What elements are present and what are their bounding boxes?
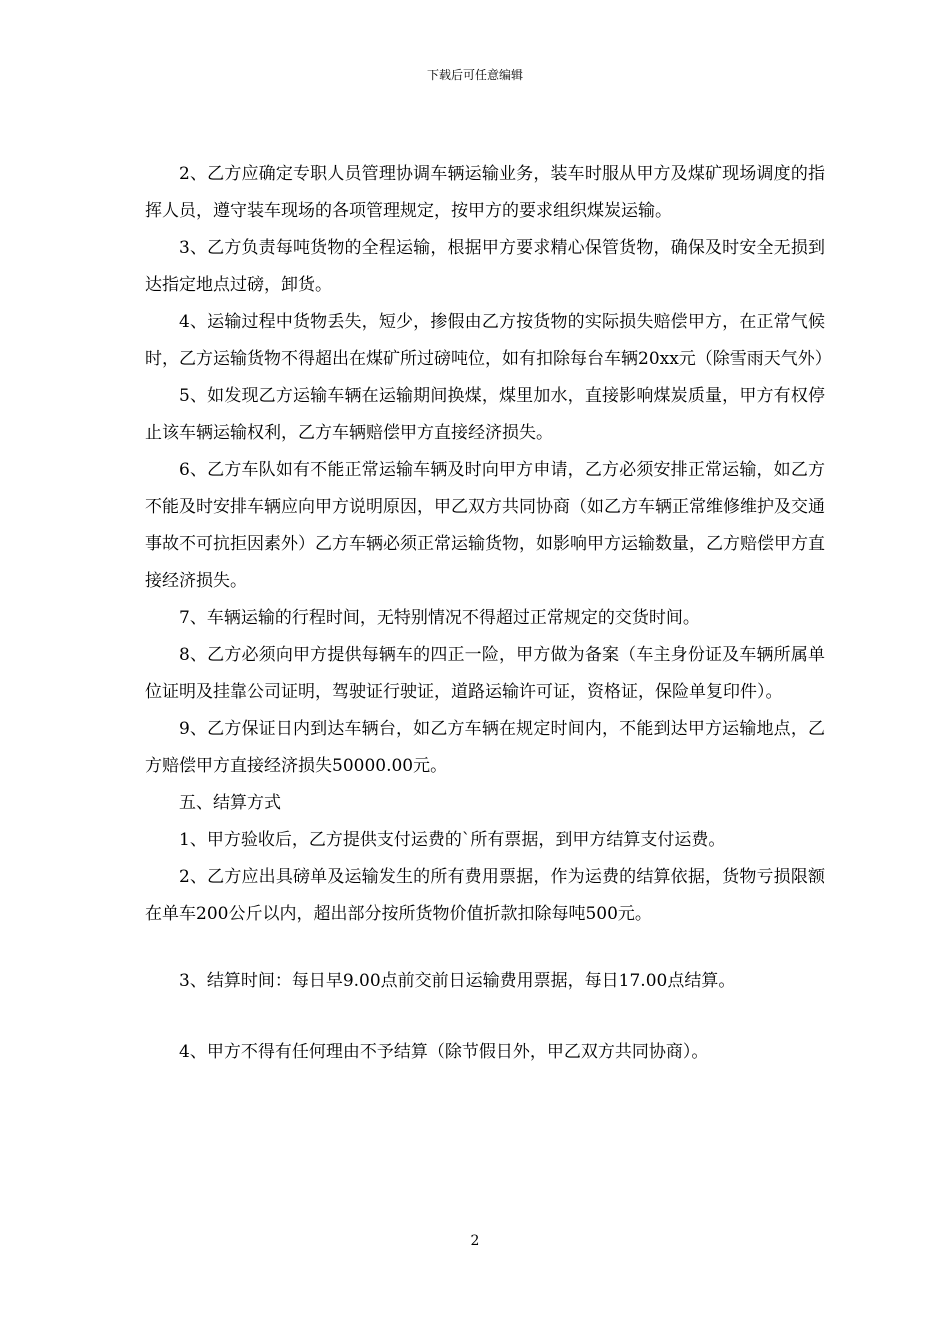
document-body [145,156,832,1071]
clause-8: 8、乙方必须向甲方提供每辆车的四正一险，甲方做为备案（车主身份证及车辆所属单位证明及挂靠公司证明，驾驶证行驶证，道路运输许可证，资格证，保险单复印件）。 [145,645,825,702]
clause-4: 4、运输过程中货物丢失，短少，掺假由乙方按货物的实际损失赔偿甲方，在正常气候时，乙方运输货物不得超出在煤矿所过磅吨位，如有扣除每台车辆20xx元（除雪雨天气外） [145,312,832,369]
page-header: 下载后可任意编辑 [426,68,523,82]
clause-6: 6、乙方车队如有不能正常运输车辆及时向甲方申请，乙方必须安排正常运输，如乙方不能及时安排车辆应向甲方说明原因，甲乙双方共同协商（如乙方车辆正常维修维护及交通事故不可抗拒因素外）乙方车辆必须正常运输货物，如影响甲方运输数量，乙方赔偿甲方直接经济损失。 [145,460,825,591]
clause-7: 7、车辆运输的行程时间，无特别情况不得超过正常规定的交货时间。 [179,608,700,628]
clause-3: 3、乙方负责每吨货物的全程运输，根据甲方要求精心保管货物，确保及时安全无损到达指定地点过磅，卸货。 [145,238,825,295]
settlement-clause-2: 2、乙方应出具磅单及运输发生的所有费用票据，作为运费的结算依据，货物亏损限额在单车200公斤以内，超出部分按所货物价值折款扣除每吨500元。 [145,867,825,924]
settlement-clause-3: 3、结算时间：每日早9.00点前交前日运输费用票据，每日17.00点结算。 [179,971,736,991]
settlement-clause-1: 1、甲方验收后，乙方提供支付运费的`所有票据，到甲方结算支付运费。 [179,830,726,850]
clause-9: 9、乙方保证日内到达车辆台，如乙方车辆在规定时间内，不能到达甲方运输地点，乙方赔偿甲方直接经济损失50000.00元。 [145,719,825,776]
clause-2: 2、乙方应确定专职人员管理协调车辆运输业务，装车时服从甲方及煤矿现场调度的指挥人员，遵守装车现场的各项管理规定，按甲方的要求组织煤炭运输。 [145,164,825,221]
page-number: 2 [470,1233,480,1249]
clause-5: 5、如发现乙方运输车辆在运输期间换煤，煤里加水，直接影响煤炭质量，甲方有权停止该车辆运输权利，乙方车辆赔偿甲方直接经济损失。 [145,386,825,443]
settlement-clause-4: 4、甲方不得有任何理由不予结算（除节假日外，甲乙双方共同协商）。 [179,1042,709,1062]
section-heading-settlement: 五、结算方式 [179,793,281,813]
